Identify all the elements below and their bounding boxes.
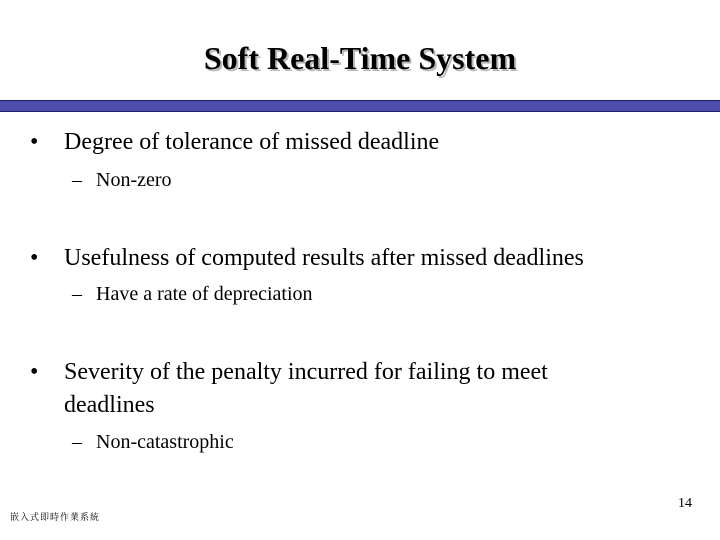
page-number: 14 [678, 496, 692, 511]
bullet-icon: • [30, 245, 39, 271]
bullet-item [30, 126, 670, 159]
sub-bullet-item [72, 281, 672, 307]
sub-bullet-text: Non-catastrophic [96, 431, 234, 453]
sub-bullet-item [72, 167, 672, 193]
dash-icon: – [72, 283, 82, 305]
footer-text: 嵌入式即時作業系統 [10, 513, 101, 523]
bullet-text: Severity of the penalty incurred for failing to meet deadlines [64, 359, 548, 418]
title-divider [0, 100, 720, 112]
sub-bullet-item [72, 429, 672, 455]
bullet-text: Usefulness of computed results after missed deadlines [64, 245, 584, 271]
sub-bullet-text: Non-zero [96, 169, 172, 191]
sub-bullet-text: Have a rate of depreciation [96, 283, 313, 305]
dash-icon: – [72, 169, 82, 191]
slide-title: Soft Real-Time System [203, 40, 517, 76]
bullet-icon: • [30, 129, 39, 155]
bullet-icon: • [30, 359, 39, 385]
dash-icon: – [72, 431, 82, 453]
bullet-text: Degree of tolerance of missed deadline [64, 129, 440, 155]
bullet-item [30, 242, 670, 275]
bullet-item [30, 356, 630, 422]
